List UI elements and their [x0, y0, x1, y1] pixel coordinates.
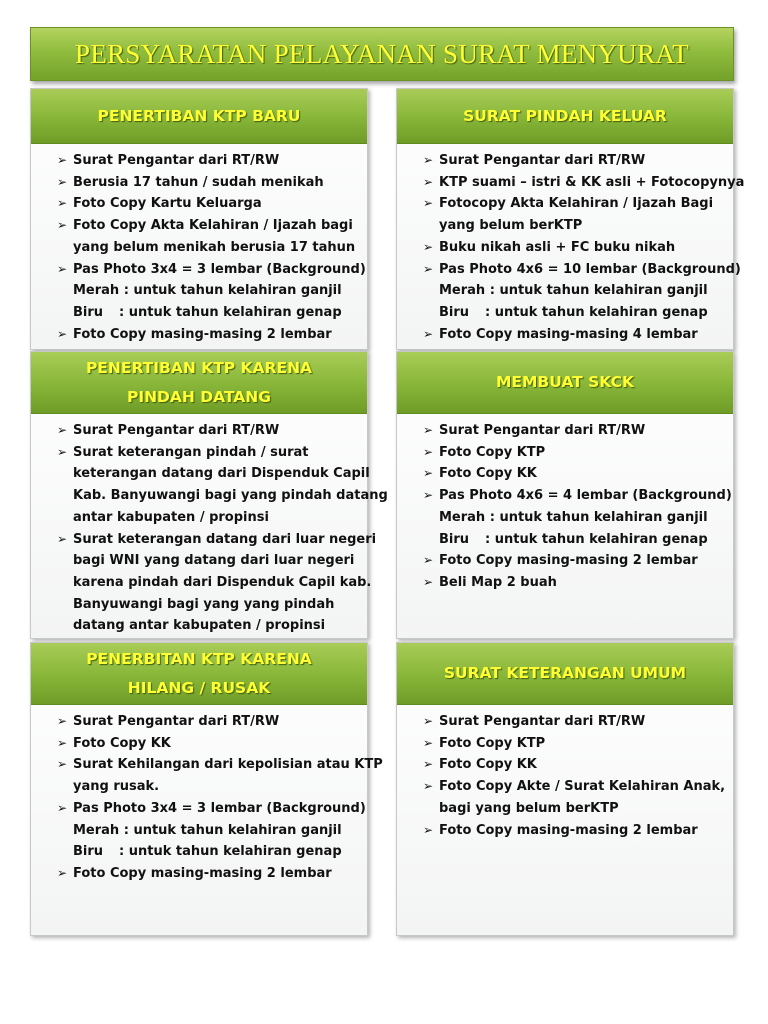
requirement-text: Biru : untuk tahun kelahiran genap — [439, 304, 708, 320]
requirement-item — [57, 420, 367, 442]
card-title — [463, 102, 667, 131]
requirement-text: Foto Copy KTP — [439, 735, 546, 751]
arrow-bullet-icon: ➢ — [423, 423, 434, 437]
requirement-text: datang antar kabupaten / propinsi — [73, 618, 326, 634]
requirement-item — [423, 259, 741, 324]
requirement-text: Pas Photo 3x4 = 3 lembar (Background) — [73, 800, 366, 816]
requirement-item — [423, 754, 733, 776]
arrow-bullet-icon: ➢ — [423, 174, 434, 189]
arrow-bullet-icon: ➢ — [423, 822, 434, 837]
requirement-item — [423, 572, 733, 594]
requirement-item — [57, 798, 367, 863]
card-title-line: PENERTIBAN KTP KARENA — [85, 358, 313, 377]
requirement-item — [57, 259, 367, 324]
arrow-bullet-icon: ➢ — [57, 153, 68, 167]
arrow-bullet-icon: ➢ — [57, 423, 68, 437]
arrow-bullet-icon: ➢ — [423, 735, 434, 750]
requirement-text: Foto Copy KTP — [439, 444, 546, 460]
requirement-item — [57, 442, 388, 529]
requirement-item — [423, 172, 745, 194]
page-title-banner — [30, 27, 734, 81]
requirement-item — [423, 485, 733, 550]
card-title — [444, 659, 686, 688]
arrow-bullet-icon: ➢ — [57, 444, 68, 459]
requirement-list — [31, 414, 388, 637]
requirement-text: karena pindah dari Dispenduk Capil kab. — [73, 574, 372, 590]
requirement-text: Foto Copy Akta Kelahiran / Ijazah bagi — [73, 218, 353, 234]
requirement-text: Foto Copy Akte / Surat Kelahiran Anak, — [439, 779, 726, 795]
requirement-item — [57, 733, 367, 755]
card-surat-keterangan-umum — [396, 642, 734, 936]
arrow-bullet-icon: ➢ — [423, 574, 434, 589]
requirement-text: Buku nikah asli + FC buku nikah — [439, 239, 676, 255]
requirement-text: Merah : untuk tahun kelahiran ganjil — [439, 509, 708, 525]
card-header — [397, 643, 733, 705]
card-header — [31, 89, 367, 144]
arrow-bullet-icon: ➢ — [57, 865, 68, 880]
arrow-bullet-icon: ➢ — [57, 218, 68, 233]
arrow-bullet-icon: ➢ — [423, 553, 434, 568]
requirement-item — [423, 463, 733, 485]
requirement-text: yang belum menikah berusia 17 tahun — [73, 239, 356, 255]
requirement-text: Merah : untuk tahun kelahiran ganjil — [73, 283, 342, 299]
requirement-item — [57, 193, 367, 215]
arrow-bullet-icon: ➢ — [57, 326, 68, 341]
card-header — [397, 352, 733, 414]
requirement-text: bagi yang belum berKTP — [439, 800, 619, 816]
requirement-text: Surat Pengantar dari RT/RW — [439, 153, 646, 168]
card-title — [98, 102, 301, 131]
card-surat-pindah-keluar — [396, 88, 745, 350]
arrow-bullet-icon: ➢ — [423, 153, 434, 167]
requirement-item — [423, 550, 733, 572]
requirement-text: Surat Pengantar dari RT/RW — [439, 714, 646, 729]
requirement-item — [423, 150, 733, 172]
arrow-bullet-icon: ➢ — [423, 466, 434, 481]
card-header — [397, 89, 733, 144]
arrow-bullet-icon: ➢ — [423, 714, 434, 728]
card-membuat-skck — [396, 351, 734, 639]
card-header — [31, 643, 367, 705]
requirement-text: Pas Photo 3x4 = 3 lembar (Background) — [73, 261, 366, 277]
requirement-item — [423, 820, 733, 842]
arrow-bullet-icon: ➢ — [423, 196, 434, 211]
requirement-text: Surat Pengantar dari RT/RW — [73, 714, 280, 729]
arrow-bullet-icon: ➢ — [423, 261, 434, 276]
requirement-text: Foto Copy KK — [439, 757, 537, 773]
requirement-text: bagi WNI yang datang dari luar negeri — [73, 553, 355, 569]
requirement-item — [423, 324, 733, 346]
arrow-bullet-icon: ➢ — [423, 488, 434, 503]
requirement-text: Beli Map 2 buah — [439, 574, 557, 590]
requirement-text: Surat keterangan datang dari luar negeri — [73, 531, 377, 547]
requirement-text: Fotocopy Akta Kelahiran / Ijazah Bagi — [439, 196, 714, 212]
card-title-line: PENERBITAN KTP KARENA — [86, 649, 312, 668]
requirement-item — [423, 711, 733, 733]
card-title — [86, 645, 312, 703]
requirement-text: Pas Photo 4x6 = 4 lembar (Background) — [439, 488, 732, 504]
requirement-text: Surat Pengantar dari RT/RW — [73, 153, 280, 168]
arrow-bullet-icon: ➢ — [57, 531, 68, 546]
requirement-list — [31, 705, 383, 885]
requirement-item — [57, 711, 367, 733]
requirement-text: Surat Pengantar dari RT/RW — [73, 423, 280, 438]
requirement-item — [57, 529, 377, 638]
requirement-text: Foto Copy masing-masing 2 lembar — [439, 822, 698, 838]
requirement-text: Foto Copy Kartu Keluarga — [73, 196, 262, 212]
arrow-bullet-icon: ➢ — [423, 779, 434, 794]
arrow-bullet-icon: ➢ — [57, 261, 68, 276]
requirement-item — [57, 754, 383, 797]
requirement-text: Biru : untuk tahun kelahiran genap — [73, 304, 342, 320]
requirement-text: Banyuwangi bagi yang yang pindah — [73, 596, 335, 612]
requirement-text: Foto Copy masing-masing 2 lembar — [73, 865, 332, 881]
requirement-text: Foto Copy masing-masing 4 lembar — [439, 326, 698, 342]
arrow-bullet-icon: ➢ — [57, 714, 68, 728]
requirement-list — [31, 144, 367, 345]
card-title — [86, 354, 312, 412]
requirement-text: yang belum berKTP — [439, 218, 583, 234]
requirement-text: Kab. Banyuwangi bagi yang pindah datang — [73, 488, 388, 504]
arrow-bullet-icon: ➢ — [57, 174, 68, 189]
requirement-text: Biru : untuk tahun kelahiran genap — [439, 531, 708, 547]
card-title-line: SURAT KETERANGAN UMUM — [443, 664, 687, 682]
requirement-item — [423, 193, 733, 236]
requirement-text: Surat Pengantar dari RT/RW — [439, 423, 646, 438]
requirement-text: keterangan datang dari Dispenduk Capil — [73, 466, 370, 482]
requirement-list — [397, 705, 733, 841]
arrow-bullet-icon: ➢ — [423, 757, 434, 772]
card-title-line: SURAT PINDAH KELUAR — [463, 106, 667, 125]
card-title-line: PINDAH DATANG — [126, 387, 272, 406]
requirement-item — [423, 442, 733, 464]
requirement-text: Foto Copy masing-masing 2 lembar — [439, 553, 698, 569]
requirement-text: KTP suami – istri & KK asli + Fotocopynya — [439, 174, 745, 190]
requirement-item — [57, 215, 367, 258]
card-title-line: HILANG / RUSAK — [127, 678, 271, 697]
requirement-text: antar kabupaten / propinsi — [73, 509, 269, 525]
requirement-item — [423, 420, 733, 442]
arrow-bullet-icon: ➢ — [57, 757, 68, 772]
arrow-bullet-icon: ➢ — [57, 196, 68, 211]
arrow-bullet-icon: ➢ — [57, 800, 68, 815]
requirement-text: Berusia 17 tahun / sudah menikah — [73, 174, 324, 190]
requirement-item — [57, 324, 367, 346]
requirement-item — [57, 172, 367, 194]
requirement-text: Surat keterangan pindah / surat — [73, 444, 309, 460]
arrow-bullet-icon: ➢ — [423, 326, 434, 341]
requirement-text: Foto Copy masing-masing 2 lembar — [73, 326, 332, 342]
requirement-list — [397, 144, 745, 345]
arrow-bullet-icon: ➢ — [423, 239, 434, 254]
arrow-bullet-icon: ➢ — [423, 444, 434, 459]
requirement-text: Merah : untuk tahun kelahiran ganjil — [439, 283, 708, 299]
card-ktp-baru — [30, 88, 368, 350]
card-header — [31, 352, 367, 414]
card-title — [496, 368, 634, 397]
card-ktp-hilang-rusak — [30, 642, 383, 936]
requirement-text: Foto Copy KK — [73, 735, 171, 751]
requirement-item — [423, 776, 733, 819]
requirement-text: Pas Photo 4x6 = 10 lembar (Background) — [439, 261, 741, 277]
requirement-text: Merah : untuk tahun kelahiran ganjil — [73, 822, 342, 838]
requirement-item — [423, 237, 733, 259]
page-title: PERSYARATAN PELAYANAN SURAT MENYURAT — [75, 38, 689, 69]
requirement-text: yang rusak. — [73, 779, 160, 795]
requirement-text: Surat Kehilangan dari kepolisian atau KTP — [73, 757, 383, 773]
arrow-bullet-icon: ➢ — [57, 735, 68, 750]
requirement-item — [423, 733, 733, 755]
requirement-item — [57, 150, 367, 172]
card-title-line: MEMBUAT SKCK — [496, 373, 634, 391]
requirement-text: Biru : untuk tahun kelahiran genap — [73, 844, 342, 860]
requirement-list — [397, 414, 733, 594]
card-ktp-pindah-datang — [30, 351, 388, 639]
requirement-text: Foto Copy KK — [439, 466, 537, 482]
requirement-item — [57, 863, 367, 885]
card-title-line: PENERTIBAN KTP BARU — [97, 106, 301, 125]
